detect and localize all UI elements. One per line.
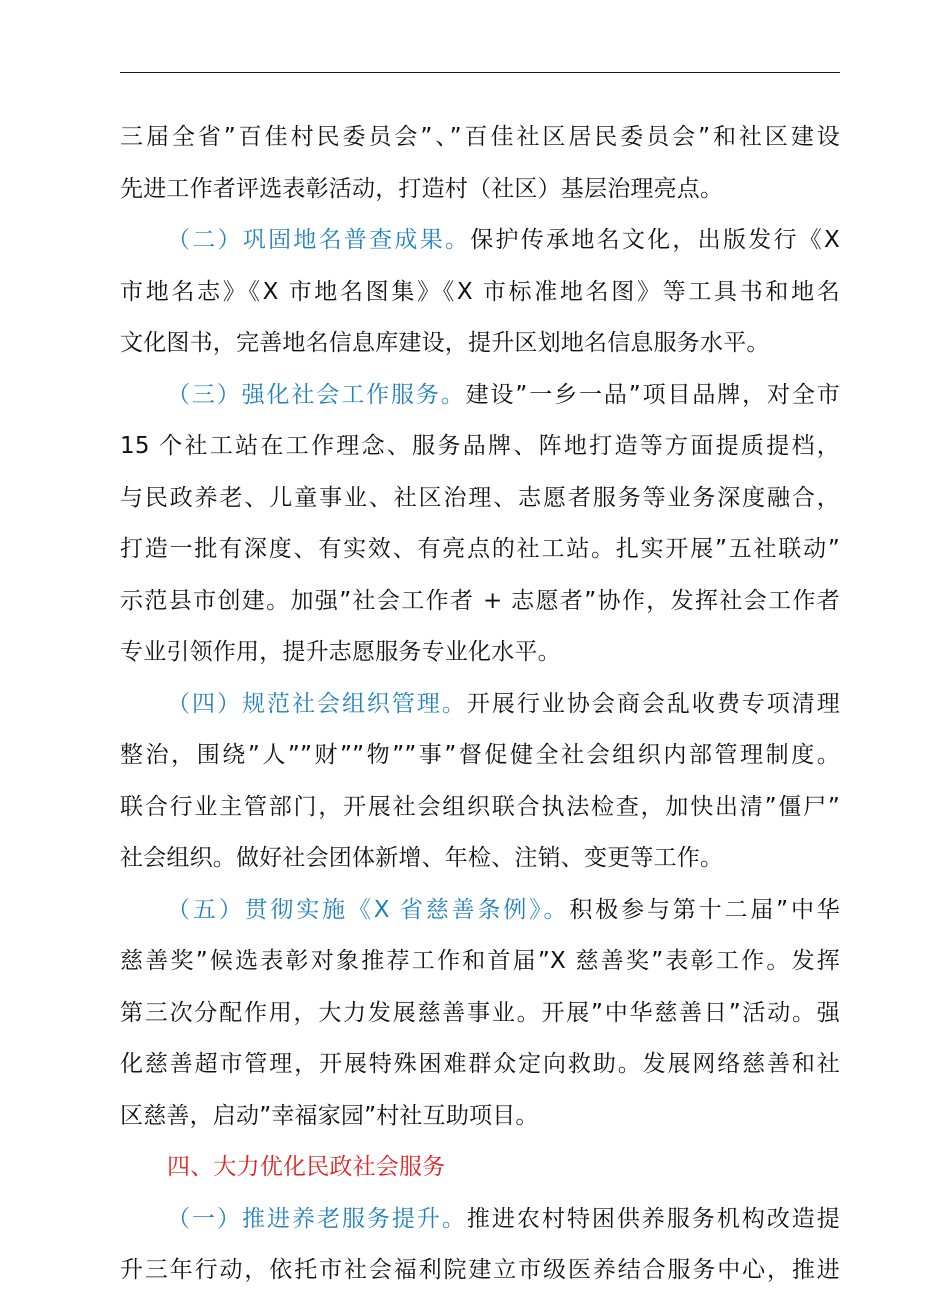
paragraph-line: （二）巩固地名普查成果。保护传承地名文化，出版发行《X	[167, 227, 840, 253]
paragraph-line: 区慈善，启动”幸福家园”村社互助项目。	[120, 1102, 539, 1129]
paragraph-line: 15 个社工站在工作理念、服务品牌、阵地打造等方面提质提档，	[120, 433, 840, 459]
subheading: （三）强化社会工作服务。	[167, 381, 466, 408]
subheading: （二）巩固地名普查成果。	[167, 227, 471, 253]
paragraph-line: 先进工作者评选表彰活动，打造村（社区）基层治理亮点。	[120, 175, 724, 202]
paragraph-line: 升三年行动，依托市社会福利院建立市级医养结合服务中心，推进	[120, 1257, 840, 1283]
paragraph-line: 第三次分配作用，大力发展慈善事业。开展”中华慈善日”活动。强	[120, 999, 840, 1026]
subheading: （四）规范社会组织管理。	[167, 690, 467, 717]
paragraph-line: （三）强化社会工作服务。建设”一乡一品”项目品牌，对全市	[167, 381, 840, 408]
paragraph-line: 慈善奖”候选表彰对象推荐工作和首届”X 慈善奖”表彰工作。发挥	[120, 948, 840, 974]
paragraph-line: 示范县市创建。加强”社会工作者 + 志愿者”协作，发挥社会工作者	[120, 587, 840, 614]
subheading: （五）贯彻实施《X 省慈善条例》。	[167, 896, 570, 923]
paragraph-line: 文化图书，完善地名信息库建设，提升区划地名信息服务水平。	[120, 330, 770, 356]
paragraph-line: 专业引领作用，提升志愿服务专业化水平。	[120, 639, 561, 665]
subheading: （一）推进养老服务提升。	[167, 1205, 467, 1232]
document-body	[120, 112, 840, 1297]
paragraph-line: （四）规范社会组织管理。开展行业协会商会乱收费专项清理	[167, 690, 840, 717]
paragraph-line: 整治，围绕”人””财””物””事”督促健全社会组织内部管理制度。	[120, 742, 840, 768]
header-divider	[120, 72, 840, 73]
section-heading: 四、大力优化民政社会服务	[167, 1154, 446, 1180]
paragraph-line: 社会组织。做好社会团体新增、年检、注销、变更等工作。	[120, 845, 724, 871]
paragraph-line: 市地名志》《X 市地名图集》《X 市标准地名图》等工具书和地名	[120, 278, 840, 305]
paragraph-line: 联合行业主管部门，开展社会组织联合执法检查，加快出清”僵尸”	[120, 793, 840, 820]
paragraph-line: （一）推进养老服务提升。推进农村特困供养服务机构改造提	[167, 1205, 840, 1232]
paragraph-line: 化慈善超市管理，开展特殊困难群众定向救助。发展网络慈善和社	[120, 1051, 840, 1077]
paragraph-line: 三届全省”百佳村民委员会”、”百佳社区居民委员会”和社区建设	[120, 124, 840, 150]
paragraph-line: 与民政养老、儿童事业、社区治理、志愿者服务等业务深度融合，	[120, 484, 840, 511]
paragraph-line: （五）贯彻实施《X 省慈善条例》。积极参与第十二届”中华	[167, 896, 840, 923]
paragraph-line: 打造一批有深度、有实效、有亮点的社工站。扎实开展”五社联动”	[120, 536, 840, 562]
